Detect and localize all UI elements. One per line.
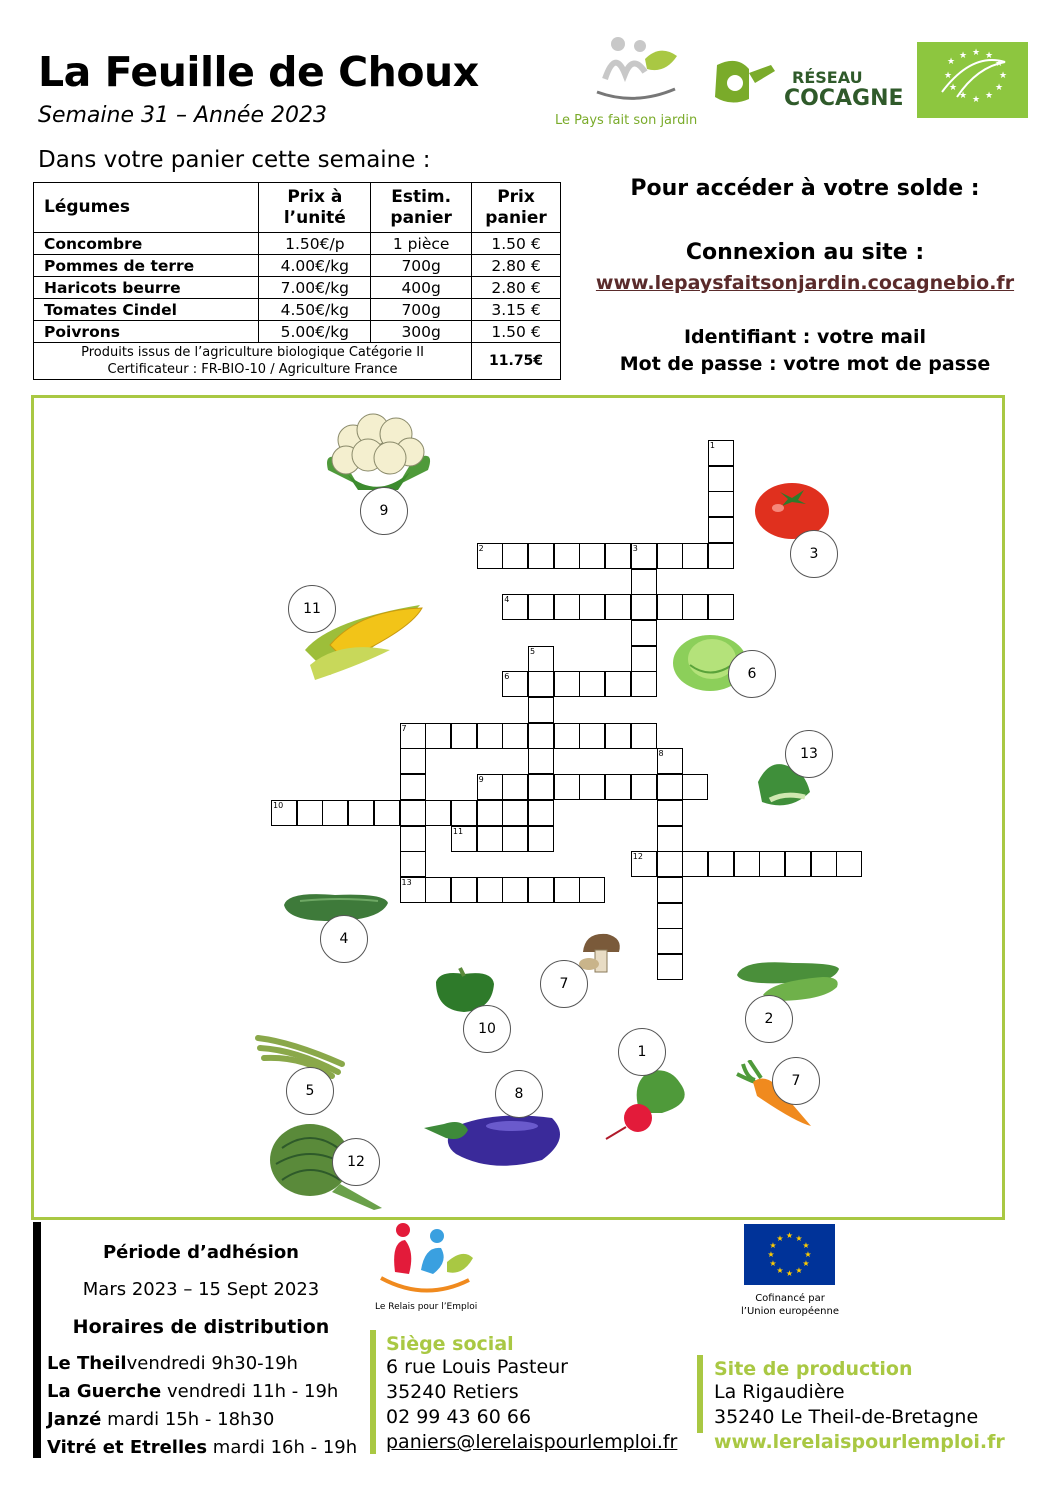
table-cell: 1.50€/p [259, 233, 371, 255]
clue-number: 9 [478, 775, 484, 785]
footer-divider [33, 1222, 41, 1458]
table-row [34, 321, 561, 343]
crossword-cell[interactable] [631, 671, 657, 697]
siege-line: 02 99 43 60 66 [386, 1406, 532, 1428]
table-cell: 3.15 € [472, 299, 561, 321]
svg-text:★: ★ [795, 1234, 803, 1243]
svg-text:★: ★ [767, 1250, 775, 1259]
table-row [34, 277, 561, 299]
siege-line: 6 rue Louis Pasteur [386, 1356, 568, 1378]
crossword-cell[interactable] [657, 543, 683, 569]
crossword-cell[interactable] [785, 851, 811, 877]
crossword-cell[interactable] [400, 748, 426, 774]
account-site-link[interactable]: www.lepaysfaitsonjardin.cocagnebio.fr [595, 272, 1015, 294]
certification-line-1: Produits issus de l’agriculture biologique Catégorie II [81, 345, 424, 360]
svg-text:★: ★ [959, 91, 968, 101]
crossword-cell[interactable] [502, 877, 528, 903]
svg-text:★: ★ [995, 83, 1004, 93]
table-cell: 1 pièce [371, 233, 472, 255]
crossword-cell[interactable] [528, 826, 554, 852]
crossword-cell[interactable] [811, 851, 837, 877]
svg-text:★: ★ [985, 51, 994, 61]
crossword-cell[interactable] [734, 851, 760, 877]
crossword-cell[interactable] [374, 800, 400, 826]
svg-text:★: ★ [947, 57, 956, 67]
eu-caption-line: l’Union européenne [740, 1306, 839, 1317]
period-dates: Mars 2023 – 15 Sept 2023 [82, 1279, 320, 1300]
crossword-cell[interactable] [657, 826, 683, 852]
crossword-cell[interactable] [528, 723, 554, 749]
picture-number: 3 [790, 530, 838, 578]
crossword-cell[interactable] [554, 723, 580, 749]
pays-jardin-caption: Le Pays fait son jardin [555, 113, 698, 128]
hours-place: Janzé [47, 1409, 102, 1430]
table-cell: 2.80 € [472, 255, 561, 277]
column-header: Prix panier [472, 183, 561, 233]
clue-number: 12 [632, 852, 643, 862]
crossword-cell[interactable] [477, 800, 503, 826]
clue-number: 6 [504, 672, 510, 682]
crossword-cell[interactable] [502, 723, 528, 749]
crossword-cell[interactable] [528, 543, 554, 569]
svg-text:★: ★ [949, 83, 958, 93]
crossword-cell[interactable] [528, 877, 554, 903]
svg-text:★: ★ [959, 51, 968, 61]
picture-number: 7 [772, 1057, 820, 1105]
certification-note [34, 343, 472, 380]
eggplant-icon [422, 1108, 568, 1170]
eu-caption-line: Cofinancé par [755, 1293, 825, 1304]
table-row [34, 255, 561, 277]
site-accent-bar [697, 1355, 703, 1433]
crossword-cell[interactable] [631, 774, 657, 800]
clue-number: 11 [452, 826, 464, 836]
siege-title: Siège social [386, 1333, 514, 1355]
hours-time: mardi 15h - 18h30 [101, 1409, 275, 1430]
picture-number: 10 [463, 1005, 511, 1053]
table-cell: 700g [371, 255, 472, 277]
crossword-cell[interactable] [400, 800, 426, 826]
svg-text:★: ★ [995, 59, 1004, 69]
picture-number: 4 [320, 915, 368, 963]
table-cell: 300g [371, 321, 472, 343]
table-cell: 400g [371, 277, 472, 299]
relais-logo [375, 1222, 475, 1302]
crossword-cell[interactable] [682, 543, 708, 569]
crossword-cell[interactable] [657, 851, 683, 877]
picture-number: 6 [728, 650, 776, 698]
table-cell: Haricots beurre [34, 277, 259, 299]
crossword-cell[interactable] [348, 800, 374, 826]
page-title: La Feuille de Choux [38, 48, 479, 96]
crossword-cell[interactable] [451, 877, 477, 903]
picture-number: 7 [540, 960, 588, 1008]
svg-text:★: ★ [776, 1234, 784, 1243]
crossword-cell[interactable] [682, 594, 708, 620]
crossword-cell[interactable] [708, 543, 734, 569]
basket-total: 11.75€ [472, 343, 561, 380]
list-item [47, 1406, 357, 1434]
crossword-cell[interactable] [554, 877, 580, 903]
svg-text:★: ★ [972, 95, 981, 105]
site-link-wrap [585, 272, 1025, 294]
svg-text:★: ★ [769, 1259, 777, 1268]
crossword-cell[interactable] [554, 543, 580, 569]
crossword-cell[interactable] [631, 646, 657, 672]
page-subtitle: Semaine 31 – Année 2023 [38, 103, 327, 128]
table-cell: Concombre [34, 233, 259, 255]
siege-block [386, 1333, 677, 1455]
crossword-cell[interactable] [605, 543, 631, 569]
crossword-cell[interactable] [631, 620, 657, 646]
crossword-cell[interactable] [708, 851, 734, 877]
hours-place: La Guerche [47, 1381, 162, 1402]
crossword-cell[interactable] [708, 594, 734, 620]
crossword-cell[interactable] [554, 594, 580, 620]
crossword-cell[interactable] [579, 723, 605, 749]
clue-number: 5 [530, 646, 536, 656]
column-header: Estim. panier [371, 183, 472, 233]
site-title: Site de production [714, 1358, 913, 1380]
site-block [714, 1358, 1005, 1455]
crossword-cell[interactable] [400, 774, 426, 800]
table-row [34, 299, 561, 321]
crossword-cell[interactable] [528, 697, 554, 723]
crossword-cell[interactable] [657, 928, 683, 954]
cauliflower-icon [318, 410, 438, 500]
crossword-cell[interactable] [605, 671, 631, 697]
crossword-cell[interactable] [657, 954, 683, 980]
crossword-cell[interactable] [425, 723, 451, 749]
crossword-cell[interactable] [657, 903, 683, 929]
crossword-cell[interactable] [502, 774, 528, 800]
certification-line-2: Certificateur : FR-BIO-10 / Agriculture France [107, 362, 398, 377]
svg-text:★: ★ [944, 71, 953, 81]
crossword-cell[interactable] [502, 800, 528, 826]
hours-place: Le Theil [47, 1353, 127, 1374]
crossword-cell[interactable] [631, 723, 657, 749]
table-cell: 7.00€/kg [259, 277, 371, 299]
crossword-cell[interactable] [528, 800, 554, 826]
clue-number: 1 [709, 441, 715, 450]
svg-text:★: ★ [785, 1269, 794, 1278]
svg-text:★: ★ [804, 1250, 812, 1259]
table-cell: 5.00€/kg [259, 321, 371, 343]
connect-heading: Connexion au site : [685, 240, 925, 265]
crossword-cell[interactable] [836, 851, 862, 877]
siege-accent-bar [370, 1330, 376, 1454]
crossword-cell[interactable] [579, 594, 605, 620]
crossword-cell[interactable] [528, 594, 554, 620]
table-cell: 4.50€/kg [259, 299, 371, 321]
list-item [47, 1434, 357, 1462]
svg-text:★: ★ [972, 48, 981, 58]
crossword-cell[interactable] [579, 877, 605, 903]
crossword-cell[interactable] [657, 594, 683, 620]
basket-table [33, 182, 561, 380]
crossword-cell[interactable] [631, 569, 657, 595]
account-heading: Pour accéder à votre solde : [630, 176, 980, 201]
cocagne-logo-icon [709, 55, 781, 107]
crossword-cell[interactable] [682, 851, 708, 877]
hours-title: Horaires de distribution [72, 1316, 330, 1338]
crossword-cell[interactable] [579, 543, 605, 569]
picture-number: 13 [785, 730, 833, 778]
eu-caption [720, 1292, 860, 1318]
crossword-cell[interactable] [708, 466, 734, 492]
clue-number: 2 [478, 543, 484, 553]
svg-text:★: ★ [802, 1259, 810, 1268]
hours-time: vendredi 9h30-19h [126, 1353, 298, 1374]
radish-icon [600, 1063, 700, 1143]
cocagne-label-2: COCAGNE [784, 86, 904, 111]
cocagne-label-1: RÉSEAU [792, 68, 863, 87]
column-header: Légumes [34, 183, 259, 233]
picture-number: 1 [618, 1028, 666, 1076]
crossword-cell[interactable] [528, 774, 554, 800]
picture-number: 5 [286, 1067, 334, 1115]
login-info: Identifiant : votre mail [683, 326, 927, 348]
crossword-cell[interactable] [502, 543, 528, 569]
basket-heading: Dans votre panier cette semaine : [38, 147, 431, 173]
table-cell: 700g [371, 299, 472, 321]
pays-jardin-logo [585, 34, 685, 104]
crossword-cell[interactable] [708, 517, 734, 543]
siege-email-link[interactable]: paniers@lerelaispourlemploi.fr [386, 1431, 678, 1453]
picture-number: 11 [288, 585, 336, 633]
svg-text:★: ★ [795, 1266, 803, 1275]
crossword-cell[interactable] [605, 774, 631, 800]
crossword-cell[interactable] [400, 826, 426, 852]
picture-number: 9 [360, 487, 408, 535]
list-item [47, 1378, 357, 1406]
siege-line: 35240 Retiers [386, 1381, 519, 1403]
period-title: Période d’adhésion [102, 1242, 299, 1263]
table-cell: 2.80 € [472, 277, 561, 299]
relais-caption: Le Relais pour l’Emploi [375, 1302, 478, 1312]
picture-number: 12 [332, 1138, 380, 1186]
clue-number: 13 [401, 877, 412, 887]
crossword-cell[interactable] [528, 748, 554, 774]
crossword-cell[interactable] [477, 723, 503, 749]
svg-text:★: ★ [785, 1231, 794, 1240]
crossword-cell[interactable] [322, 800, 348, 826]
zucchini-icon [733, 955, 843, 1005]
svg-text:★: ★ [769, 1241, 777, 1250]
eu-flag-icon [744, 1224, 835, 1285]
crossword-cell[interactable] [657, 877, 683, 903]
crossword-cell[interactable] [657, 800, 683, 826]
site-line: La Rigaudière [714, 1381, 845, 1403]
table-cell: Tomates Cindel [34, 299, 259, 321]
hours-time: mardi 16h - 19h [207, 1437, 358, 1458]
crossword-cell[interactable] [708, 491, 734, 517]
crossword-cell[interactable] [605, 723, 631, 749]
table-cell: 1.50 € [472, 321, 561, 343]
crossword-cell[interactable] [579, 671, 605, 697]
hours-time: vendredi 11h - 19h [161, 1381, 339, 1402]
crossword-cell[interactable] [477, 826, 503, 852]
table-cell: 1.50 € [472, 233, 561, 255]
picture-number: 8 [495, 1070, 543, 1118]
hours-place: Vitré et Etrelles [47, 1437, 208, 1458]
svg-text:★: ★ [776, 1266, 784, 1275]
svg-text:★: ★ [999, 71, 1008, 81]
clue-number: 7 [401, 723, 407, 733]
clue-number: 10 [273, 800, 284, 810]
crossword-cell[interactable] [631, 594, 657, 620]
crossword-cell[interactable] [657, 774, 683, 800]
svg-text:★: ★ [802, 1241, 810, 1250]
crossword-cell[interactable] [477, 877, 503, 903]
site-line: 35240 Le Theil-de-Bretagne [714, 1406, 979, 1428]
table-cell: Pommes de terre [34, 255, 259, 277]
crossword-cell[interactable] [528, 671, 554, 697]
picture-number: 2 [745, 995, 793, 1043]
password-info: Mot de passe : votre mot de passe [619, 353, 991, 375]
table-header-row [34, 183, 561, 233]
crossword-cell[interactable] [425, 800, 451, 826]
crossword-cell[interactable] [682, 774, 708, 800]
crossword-cell[interactable] [554, 774, 580, 800]
clue-number: 8 [658, 749, 664, 759]
clue-number: 3 [632, 543, 638, 553]
crossword-cell[interactable] [297, 800, 323, 826]
svg-text:★: ★ [985, 91, 994, 101]
crossword-cell[interactable] [579, 774, 605, 800]
clue-number: 4 [504, 595, 510, 605]
crossword-cell[interactable] [554, 671, 580, 697]
site-url-link[interactable]: www.lerelaispourlemploi.fr [714, 1431, 1005, 1453]
crossword-cell[interactable] [502, 826, 528, 852]
crossword-cell[interactable] [425, 877, 451, 903]
eu-organic-logo [917, 42, 1028, 118]
table-footer-row [34, 343, 561, 380]
table-row [34, 233, 561, 255]
table-cell: Poivrons [34, 321, 259, 343]
crossword-cell[interactable] [451, 723, 477, 749]
table-cell: 4.00€/kg [259, 255, 371, 277]
list-item [47, 1350, 357, 1378]
crossword-cell[interactable] [605, 594, 631, 620]
crossword-cell[interactable] [400, 851, 426, 877]
column-header: Prix à l’unité [259, 183, 371, 233]
crossword-cell[interactable] [759, 851, 785, 877]
crossword-cell[interactable] [451, 800, 477, 826]
hours-list [47, 1350, 357, 1462]
